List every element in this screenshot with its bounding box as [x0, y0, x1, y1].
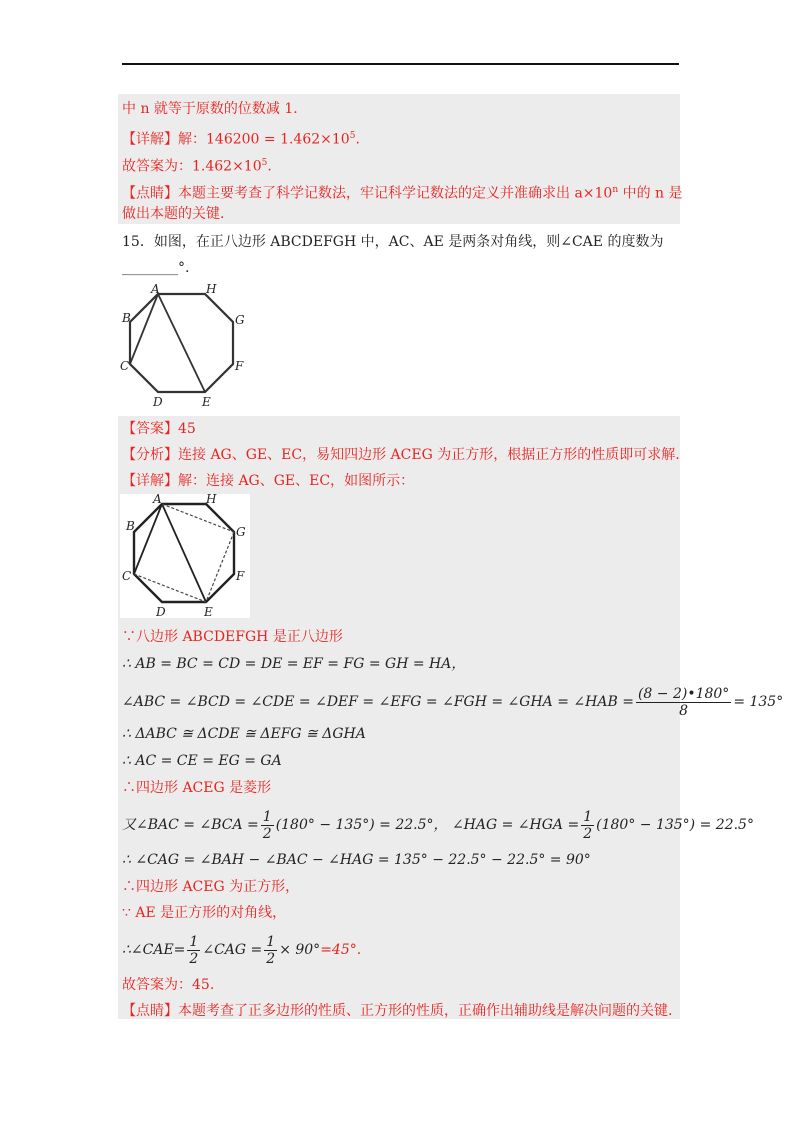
question-text: 15．如图，在正八边形 ABCDEFGH 中，AC、AE 是两条对角线，则∠CAE 的度数为 — [122, 234, 664, 250]
fraction-180: $\frac{(8 - 2)•180^\circ}{8}$ — [637, 685, 730, 719]
answer-line — [122, 419, 196, 439]
comment-tag: 【点睛】 — [122, 185, 178, 202]
label2-g: G — [236, 525, 246, 539]
octagon-figure — [118, 282, 253, 407]
label2-c: C — [122, 569, 132, 583]
label2-e: E — [204, 605, 213, 618]
label2-f: F — [236, 569, 245, 583]
final-comment: 【点睛】本题考查了正多边形的性质、正方形的性质，正确作出辅助线是解决问题的关键. — [122, 1003, 673, 1019]
analysis-tag: 【分析】 — [122, 447, 178, 463]
header-rule — [122, 63, 679, 65]
detail2-line: 【详解】解：连接 AG、GE、EC，如图所示： — [122, 473, 415, 489]
detail2-tag: 【详解】 — [122, 473, 178, 489]
answer-value: 45 — [178, 421, 196, 437]
label2-h: H — [206, 494, 217, 506]
detail-line: 【详解】解：$146200 = 1.462\times 10^5$. — [122, 131, 360, 148]
proof-line-3: ∠ABC = ∠BCD = ∠CDE = ∠DEF = ∠EFG = ∠FGH = ∠GHA = ∠HAB = $\frac{(8 - 2)•180^\circ}{8}$ = 135° — [122, 685, 784, 719]
answer-tag: 【答案】 — [122, 421, 178, 437]
final-comment-tag: 【点睛】 — [122, 1003, 178, 1019]
diagonal-ac — [130, 294, 158, 364]
proof-line-6: ∴四边形 ACEG 是菱形 — [122, 780, 272, 796]
label2-b: B — [126, 519, 135, 533]
final-answer: 故答案为：45. — [122, 977, 215, 993]
proof-line-11: ∴∠CAE= $\frac{1}{2}$ ∠CAG = $\frac{1}{2}$ × 90° =45°. — [122, 933, 362, 967]
question-blank: ________°. — [122, 260, 190, 276]
comment-line: 【点睛】本题主要考查了科学记数法，牢记科学记数法的定义并准确求出 $a\times 10^n$ 中的 n 是 — [122, 185, 683, 202]
octagon-figure-with-square — [120, 494, 250, 618]
dashed-ge — [206, 532, 234, 602]
diagonal-ac-2 — [134, 504, 162, 574]
label-d: D — [153, 395, 163, 407]
proof-line-10: ∵ AE 是正方形的对角线， — [122, 905, 287, 921]
label2-a: A — [153, 494, 162, 506]
proof-line-8: ∴ ∠CAG = ∠BAH − ∠BAC − ∠HAG = 135° − 22.5° − 22.5° = 90° — [122, 852, 591, 868]
proof-line-1: ∵八边形 ABCDEFGH 是正八边形 — [122, 629, 343, 645]
label2-d: D — [156, 605, 166, 618]
previous-answer: 故答案为：$1.462\times 10^5$. — [122, 158, 272, 175]
label-b: B — [122, 311, 131, 325]
diagonal-ae — [158, 294, 205, 392]
detail-text: 解：146200 = 1.462×10 — [178, 131, 350, 148]
proof-line-7: 又∠BAC = ∠BCA = $\frac{1}{2}$ (180° − 135°) = 22.5°， ∠HAG = ∠HGA = $\frac{1}{2}$ (180° − 135°) = 22.5° — [122, 808, 754, 842]
proof-line-5: ∴ AC = CE = EG = GA — [122, 753, 282, 769]
label-g: G — [235, 313, 245, 327]
detail-tag: 【详解】 — [122, 131, 178, 148]
label-c: C — [120, 359, 130, 373]
label-e: E — [202, 395, 211, 407]
comment-line2: 做出本题的关键. — [122, 206, 225, 222]
proof-line-4: ∴ ΔABC ≅ ΔCDE ≅ ΔEFG ≅ ΔGHA — [122, 726, 366, 742]
analysis-line: 【分析】连接 AG、GE、EC，易知四边形 ACEG 为正方形，根据正方形的性质即可求解. — [122, 447, 680, 463]
label-a: A — [151, 282, 160, 296]
label-h: H — [206, 282, 217, 296]
proof-line-2: ∴ AB = BC = CD = DE = EF = FG = GH = HA， — [122, 656, 466, 672]
proof-line-9: ∴四边形 ACEG 为正方形， — [122, 879, 300, 895]
previous-line: 中 n 就等于原数的位数减 1. — [122, 101, 298, 117]
label-f: F — [235, 359, 244, 373]
